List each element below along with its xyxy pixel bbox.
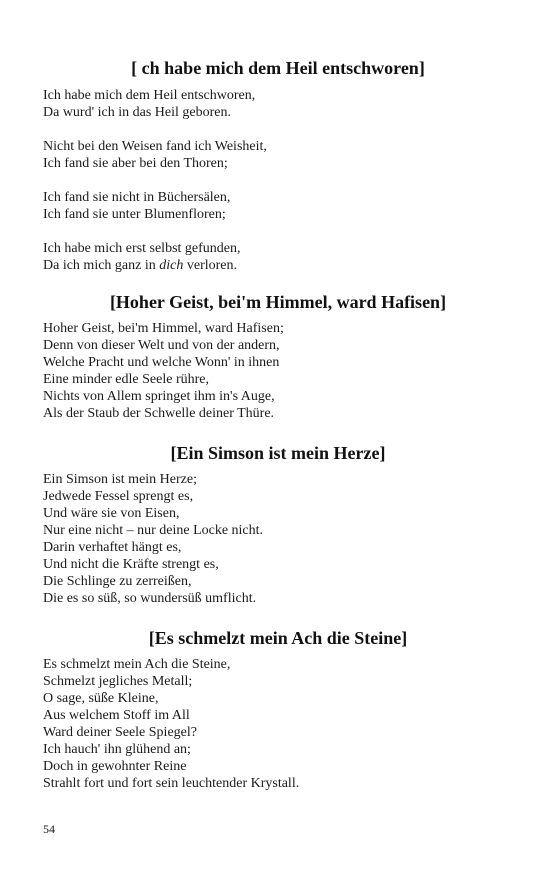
verse-line: Nur eine nicht – nur deine Locke nicht. (43, 523, 264, 538)
poem-title: [ ch habe mich dem Heil entschworen] (131, 58, 425, 78)
verse-line: Ich fand sie nicht in Büchersälen, (43, 190, 231, 205)
verse-line: Denn von dieser Welt und von der andern, (43, 338, 280, 353)
verse-line: Da ich mich ganz in dich verloren. (43, 258, 238, 273)
poem-1 (43, 57, 513, 274)
stanza (43, 189, 513, 223)
verse-line: Jedwede Fessel sprengt es, (43, 489, 194, 504)
verse-line: Es schmelzt mein Ach die Steine, (43, 657, 231, 672)
verse-line: Ich habe mich erst selbst gefunden, (43, 241, 241, 256)
verse-line: Strahlt fort und fort sein leuchtender Krystall. (43, 776, 300, 791)
poem-3 (43, 442, 513, 607)
verse-line: Hoher Geist, bei'm Himmel, ward Hafisen; (43, 321, 284, 336)
verse-line: Schmelzt jegliches Metall; (43, 674, 193, 689)
verse-line: Die Schlinge zu zerreißen, (43, 574, 192, 589)
verse-line: Ich hauch' ihn glühend an; (43, 742, 191, 757)
poem-title: [Hoher Geist, bei'm Himmel, ward Hafisen] (109, 292, 447, 312)
emphasized-word: dich (159, 258, 184, 273)
verse-line: Eine minder edle Seele rühre, (43, 372, 209, 387)
stanza (43, 320, 513, 422)
verse-line: Aus welchem Stoff im All (43, 708, 190, 723)
verse-line: Da wurd' ich in das Heil geboren. (43, 105, 231, 120)
stanza (43, 138, 513, 172)
poem-title: [Ein Simson ist mein Herze] (170, 443, 386, 463)
verse-line: Und nicht die Kräfte strengt es, (43, 557, 219, 572)
verse-line: Darin verhaftet hängt es, (43, 540, 182, 555)
verse-line: Welche Pracht und welche Wonn' in ihnen (43, 355, 280, 370)
verse-line: Ein Simson ist mein Herze; (43, 472, 197, 487)
verse-line: Nicht bei den Weisen fand ich Weisheit, (43, 139, 267, 154)
page-number: 54 (43, 822, 55, 836)
poem-4 (43, 627, 513, 792)
verse-line: Und wäre sie von Eisen, (43, 506, 180, 521)
verse-line: Ward deiner Seele Spiegel? (43, 725, 197, 740)
stanza (43, 87, 513, 121)
verse-line: O sage, süße Kleine, (43, 691, 159, 706)
verse-line: Ich habe mich dem Heil entschworen, (43, 88, 256, 103)
stanza (43, 240, 513, 274)
verse-line: Ich fand sie unter Blumenfloren; (43, 207, 226, 222)
stanza (43, 656, 513, 792)
verse-line: Ich fand sie aber bei den Thoren; (43, 156, 228, 171)
verse-line: Als der Staub der Schwelle deiner Thüre. (43, 406, 275, 421)
verse-line: Die es so süß, so wundersüß umflicht. (43, 591, 257, 606)
stanza (43, 471, 513, 607)
verse-line: Doch in gewohnter Reine (43, 759, 187, 774)
poem-title: [Es schmelzt mein Ach die Steine] (148, 628, 408, 648)
poem-2 (43, 291, 513, 422)
verse-line: Nichts von Allem springet ihm in's Auge, (43, 389, 275, 404)
